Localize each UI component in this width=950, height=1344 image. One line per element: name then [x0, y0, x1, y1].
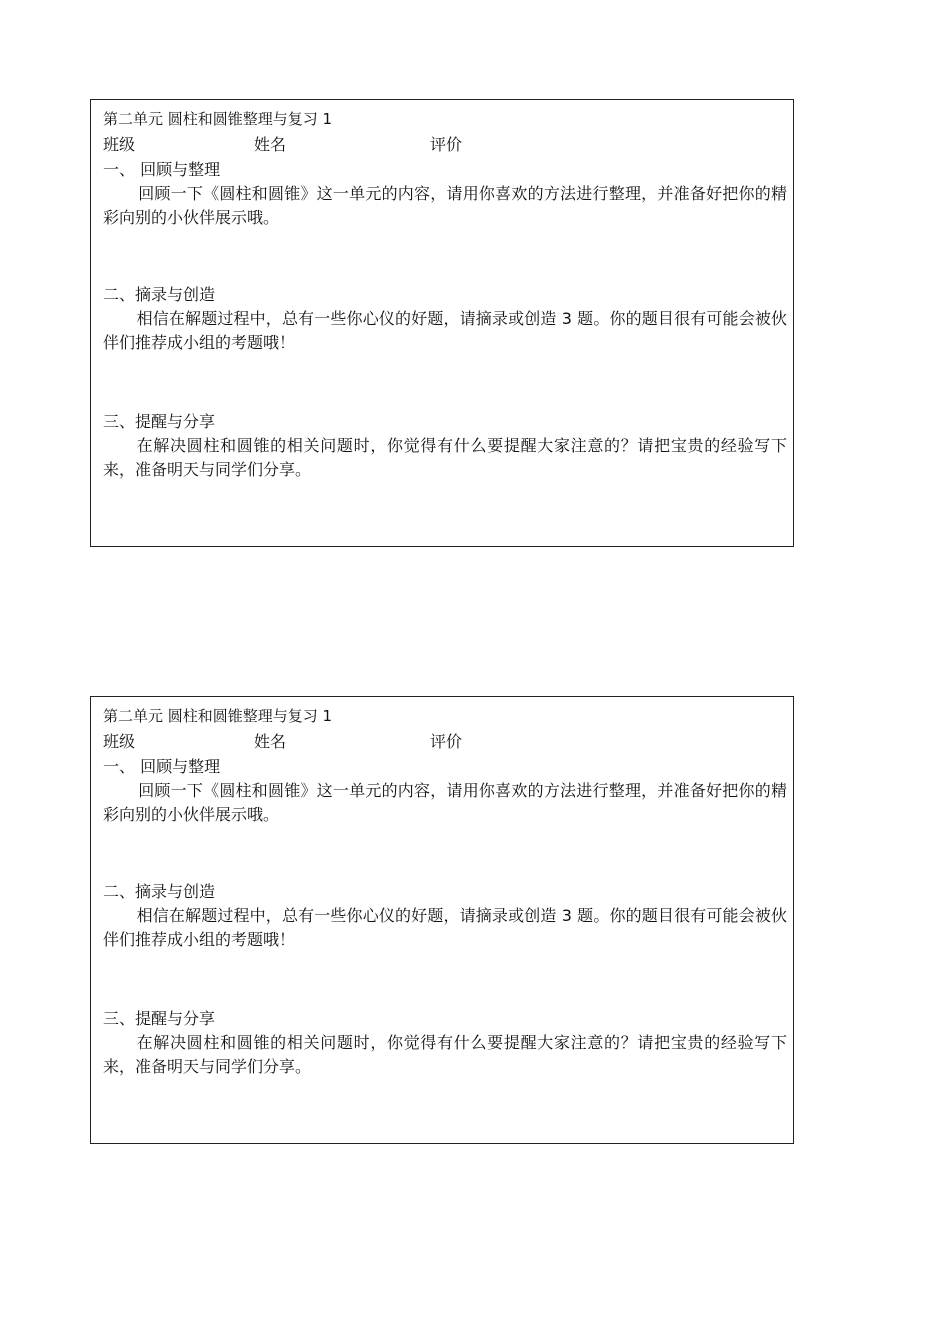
- class-label: 班级: [103, 732, 136, 751]
- worksheet-card: [90, 696, 794, 1144]
- evaluation-label: 评价: [430, 732, 463, 751]
- student-info-row: [103, 729, 787, 754]
- section-body: 相信在解题过程中，总有一些你心仪的好题，请摘录或创造 3 题。你的题目很有可能会被伙伴们推荐成小组的考题哦！: [103, 309, 787, 352]
- section-heading: 三、提醒与分享: [103, 1009, 216, 1028]
- section-body: 回顾一下《圆柱和圆锥》这一单元的内容，请用你喜欢的方法进行整理，并准备好把你的精彩向别的小伙伴展示哦。: [103, 781, 787, 824]
- class-label: 班级: [103, 135, 136, 154]
- section-body: 回顾一下《圆柱和圆锥》这一单元的内容，请用你喜欢的方法进行整理，并准备好把你的精彩向别的小伙伴展示哦。: [103, 184, 787, 227]
- section-body: 相信在解题过程中，总有一些你心仪的好题，请摘录或创造 3 题。你的题目很有可能会被伙伴们推荐成小组的考题哦！: [103, 906, 787, 949]
- evaluation-label: 评价: [430, 135, 463, 154]
- name-label: 姓名: [254, 732, 287, 751]
- section-heading: 二、摘录与创造: [103, 882, 216, 901]
- worksheet-card: [90, 99, 794, 547]
- section-body: 在解决圆柱和圆锥的相关问题时，你觉得有什么要提醒大家注意的？请把宝贵的经验写下来，准备明天与同学们分享。: [103, 1033, 787, 1076]
- answer-space: [103, 230, 787, 282]
- worksheet-content: [103, 107, 787, 482]
- student-info-row: [103, 132, 787, 157]
- name-label: 姓名: [254, 135, 287, 154]
- answer-space: [103, 827, 787, 879]
- section-heading: 一、 回顾与整理: [103, 160, 221, 179]
- worksheet-title: 第二单元 圆柱和圆锥整理与复习 1: [103, 110, 333, 128]
- section-heading: 二、摘录与创造: [103, 285, 216, 304]
- answer-space: [103, 952, 787, 1006]
- section-body: 在解决圆柱和圆锥的相关问题时，你觉得有什么要提醒大家注意的？请把宝贵的经验写下来，准备明天与同学们分享。: [103, 436, 787, 479]
- section-heading: 三、提醒与分享: [103, 412, 216, 431]
- section-heading: 一、 回顾与整理: [103, 757, 221, 776]
- answer-space: [103, 355, 787, 409]
- worksheet-title: 第二单元 圆柱和圆锥整理与复习 1: [103, 707, 333, 725]
- worksheet-content: [103, 704, 787, 1079]
